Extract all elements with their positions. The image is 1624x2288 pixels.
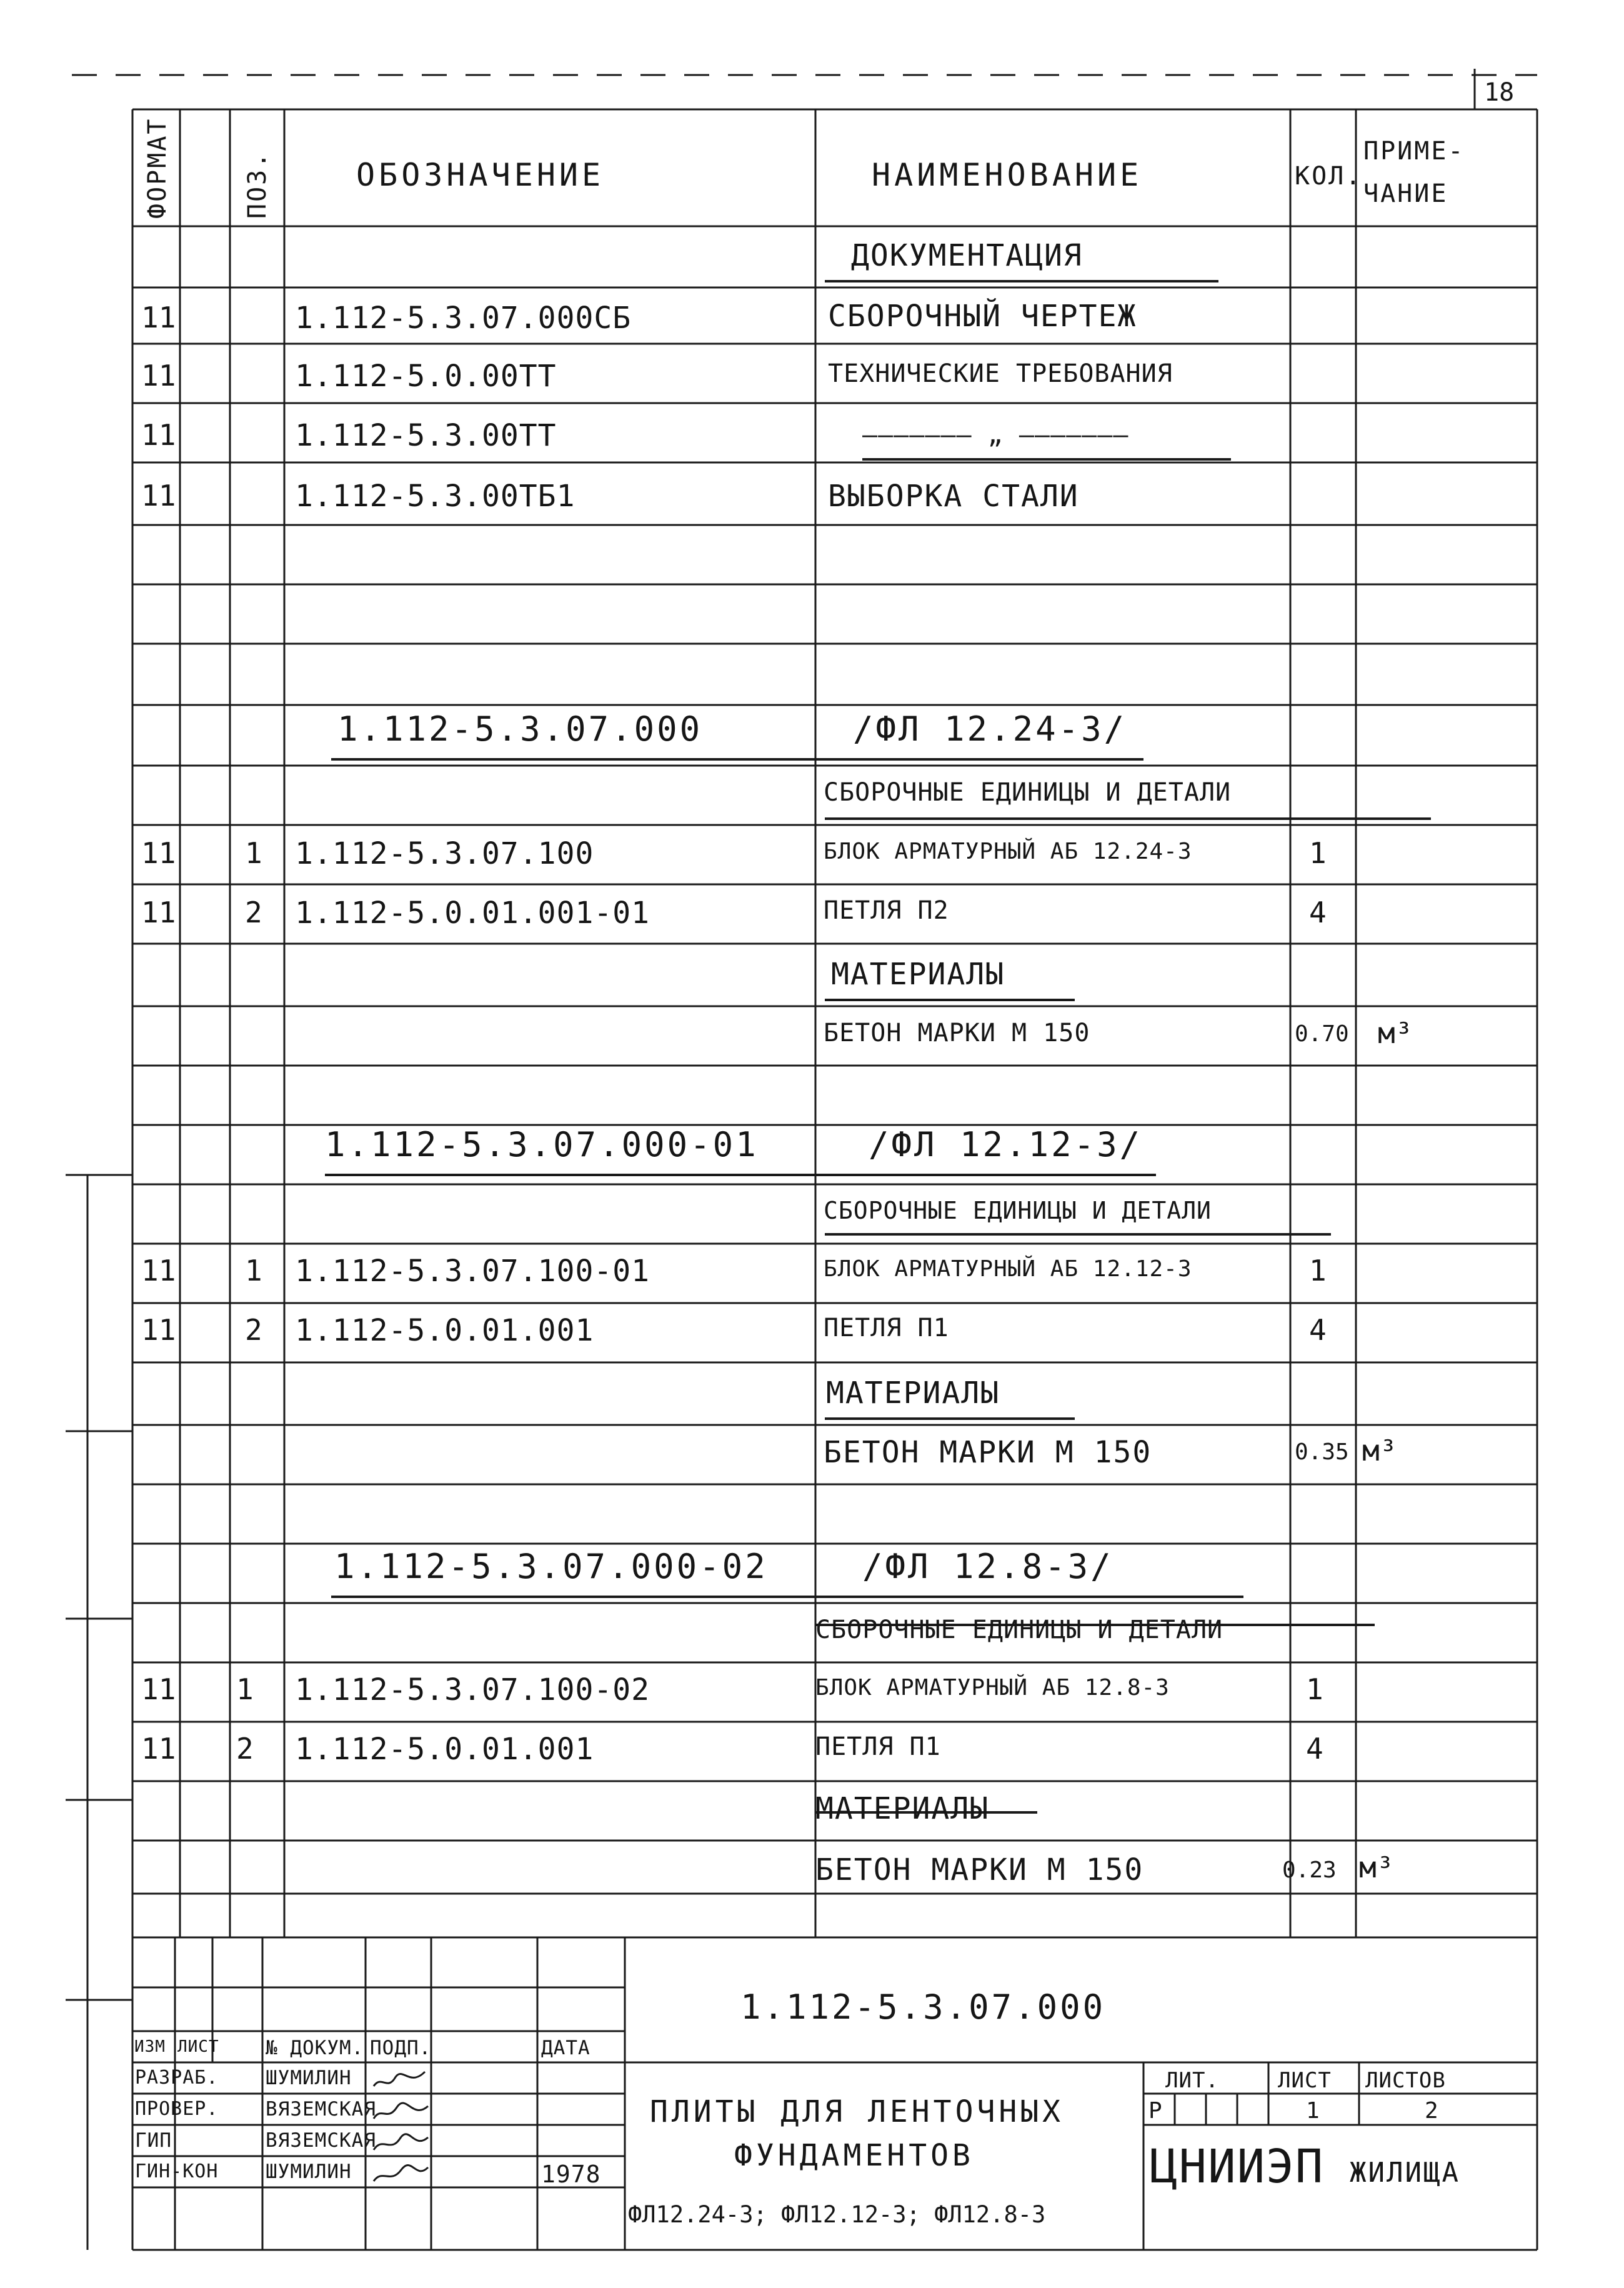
documentation-title: ДОКУМЕНТАЦИЯ: [851, 238, 1083, 273]
group-mark: /ФЛ 12.12-3/: [869, 1125, 1143, 1164]
role-checker: ПРОВЕР.: [135, 2098, 219, 2120]
col-header-sign: ПОДП.: [370, 2037, 432, 2059]
sheets-label: ЛИСТОВ: [1365, 2068, 1446, 2093]
lit-label: ЛИТ.: [1165, 2068, 1219, 2093]
materials-title: МАТЕРИАЛЫ: [826, 1376, 1000, 1411]
item-designation: 1.112-5.3.07.100: [295, 836, 594, 871]
models-list: ФЛ12.24-3; ФЛ12.12-3; ФЛ12.8-3: [628, 2201, 1046, 2228]
item-name: ПЕТЛЯ П1: [815, 1732, 941, 1761]
material-qty: 0.70: [1295, 1021, 1349, 1047]
group-code: 1.112-5.3.07.000-01: [325, 1125, 759, 1164]
sheet-label: ЛИСТ: [1278, 2068, 1332, 2093]
material-name: БЕТОН МАРКИ М 150: [815, 1852, 1144, 1887]
title-line2: ФУНДАМЕНТОВ: [734, 2138, 974, 2173]
role-norm-control: ГИН-КОН: [135, 2161, 219, 2182]
doc-row-name: ТЕХНИЧЕСКИЕ ТРЕБОВАНИЯ: [828, 359, 1173, 388]
doc-row-name: ——————— „ ———————: [862, 421, 1129, 449]
col-header-date: ДАТА: [541, 2037, 590, 2059]
item-designation: 1.112-5.0.01.001-01: [295, 896, 650, 931]
doc-code: 1.112-5.3.07.000: [740, 1987, 1106, 2027]
item-qty: 4: [1306, 1732, 1323, 1766]
header-qty: КОЛ.: [1295, 162, 1363, 191]
role-developer: РАЗРАБ.: [135, 2067, 219, 2089]
header-format: ФОРМАТ: [143, 117, 172, 219]
group-mark: /ФЛ 12.8-3/: [862, 1547, 1113, 1586]
item-format: 11: [141, 1732, 176, 1766]
sheets-value: 2: [1425, 2098, 1439, 2124]
doc-row-format: 11: [141, 301, 176, 334]
col-header-izm: ИЗМ: [134, 2037, 166, 2056]
lit-value: Р: [1148, 2098, 1163, 2124]
item-name: ПЕТЛЯ П1: [824, 1314, 949, 1342]
group-code: 1.112-5.3.07.000-02: [334, 1547, 768, 1586]
material-name: БЕТОН МАРКИ М 150: [824, 1435, 1152, 1470]
approval-date: 1978: [541, 2161, 601, 2188]
item-qty: 4: [1309, 1313, 1327, 1347]
doc-row-designation: 1.112-5.3.07.000СБ: [295, 301, 632, 336]
org-sub: ЖИЛИЩА: [1350, 2157, 1460, 2189]
title-line1: ПЛИТЫ ДЛЯ ЛЕНТОЧНЫХ: [650, 2094, 1065, 2129]
doc-row-format: 11: [141, 359, 176, 392]
item-format: 11: [141, 836, 176, 870]
item-name: БЛОК АРМАТУРНЫЙ АБ 12.8-3: [815, 1675, 1170, 1701]
item-designation: 1.112-5.3.07.100-01: [295, 1254, 650, 1289]
assembly-title: СБОРОЧНЫЕ ЕДИНИЦЫ И ДЕТАЛИ: [824, 1197, 1212, 1224]
role-chief-engineer-name: ВЯЗЕМСКАЯ: [266, 2129, 376, 2152]
item-format: 11: [141, 1313, 176, 1347]
sheet-value: 1: [1306, 2098, 1320, 2124]
material-unit: м³: [1359, 1851, 1394, 1884]
role-developer-name: ШУМИЛИН: [266, 2067, 352, 2089]
material-qty: 0.35: [1295, 1439, 1349, 1465]
item-pos: 1: [236, 1672, 254, 1706]
material-unit: м³: [1378, 1016, 1413, 1050]
header-designation: ОБОЗНАЧЕНИЕ: [356, 157, 605, 193]
item-name: БЛОК АРМАТУРНЫЙ АБ 12.12-3: [824, 1256, 1192, 1282]
item-qty: 4: [1309, 896, 1327, 929]
materials-title: МАТЕРИАЛЫ: [815, 1791, 990, 1826]
material-name: БЕТОН МАРКИ М 150: [824, 1019, 1090, 1047]
doc-row-name: СБОРОЧНЫЙ ЧЕРТЕЖ: [828, 299, 1137, 334]
group-code: 1.112-5.3.07.000: [337, 709, 703, 749]
material-unit: м³: [1362, 1434, 1397, 1467]
item-name: БЛОК АРМАТУРНЫЙ АБ 12.24-3: [824, 839, 1192, 864]
item-designation: 1.112-5.0.01.001: [295, 1732, 594, 1767]
signature-scribbles: [369, 2062, 431, 2187]
item-pos: 1: [245, 836, 262, 870]
doc-row-name: ВЫБОРКА СТАЛИ: [828, 479, 1079, 514]
doc-row-designation: 1.112-5.3.00ТТ: [295, 418, 557, 453]
doc-row-designation: 1.112-5.0.00ТТ: [295, 359, 557, 394]
item-pos: 2: [245, 1313, 262, 1347]
item-pos: 2: [236, 1732, 254, 1766]
doc-row-format: 11: [141, 418, 176, 452]
header-note-line1: ПРИМЕ-: [1363, 137, 1465, 166]
assembly-title: СБОРОЧНЫЕ ЕДИНИЦЫ И ДЕТАЛИ: [824, 778, 1232, 807]
item-designation: 1.112-5.0.01.001: [295, 1313, 594, 1348]
item-qty: 1: [1309, 1254, 1327, 1287]
item-format: 11: [141, 1254, 176, 1287]
materials-title: МАТЕРИАЛЫ: [831, 957, 1005, 992]
item-pos: 1: [245, 1254, 262, 1287]
header-name: НАИМЕНОВАНИЕ: [872, 157, 1143, 193]
item-qty: 1: [1306, 1672, 1323, 1706]
item-format: 11: [141, 1672, 176, 1706]
col-header-doc: № ДОКУМ.: [266, 2037, 364, 2059]
item-name: ПЕТЛЯ П2: [824, 896, 949, 925]
org-main: ЦНИИЭП: [1150, 2140, 1325, 2194]
material-qty: 0.23: [1282, 1857, 1337, 1883]
group-mark: /ФЛ 12.24-3/: [853, 709, 1127, 749]
header-pos: ПОЗ.: [243, 151, 272, 219]
page-number: 18: [1484, 78, 1515, 107]
item-pos: 2: [245, 896, 262, 929]
header-note-line2: ЧАНИЕ: [1363, 179, 1448, 208]
role-chief-engineer: ГИП: [135, 2129, 172, 2152]
role-norm-control-name: ШУМИЛИН: [266, 2161, 352, 2183]
col-header-list: ЛИСТ: [177, 2037, 219, 2056]
role-checker-name: ВЯЗЕМСКАЯ: [266, 2098, 376, 2121]
item-qty: 1: [1309, 836, 1327, 870]
doc-row-designation: 1.112-5.3.00ТБ1: [295, 479, 575, 514]
item-format: 11: [141, 896, 176, 929]
assembly-title: СБОРОЧНЫЕ ЕДИНИЦЫ И ДЕТАЛИ: [815, 1616, 1223, 1644]
doc-row-format: 11: [141, 479, 176, 512]
item-designation: 1.112-5.3.07.100-02: [295, 1672, 650, 1707]
